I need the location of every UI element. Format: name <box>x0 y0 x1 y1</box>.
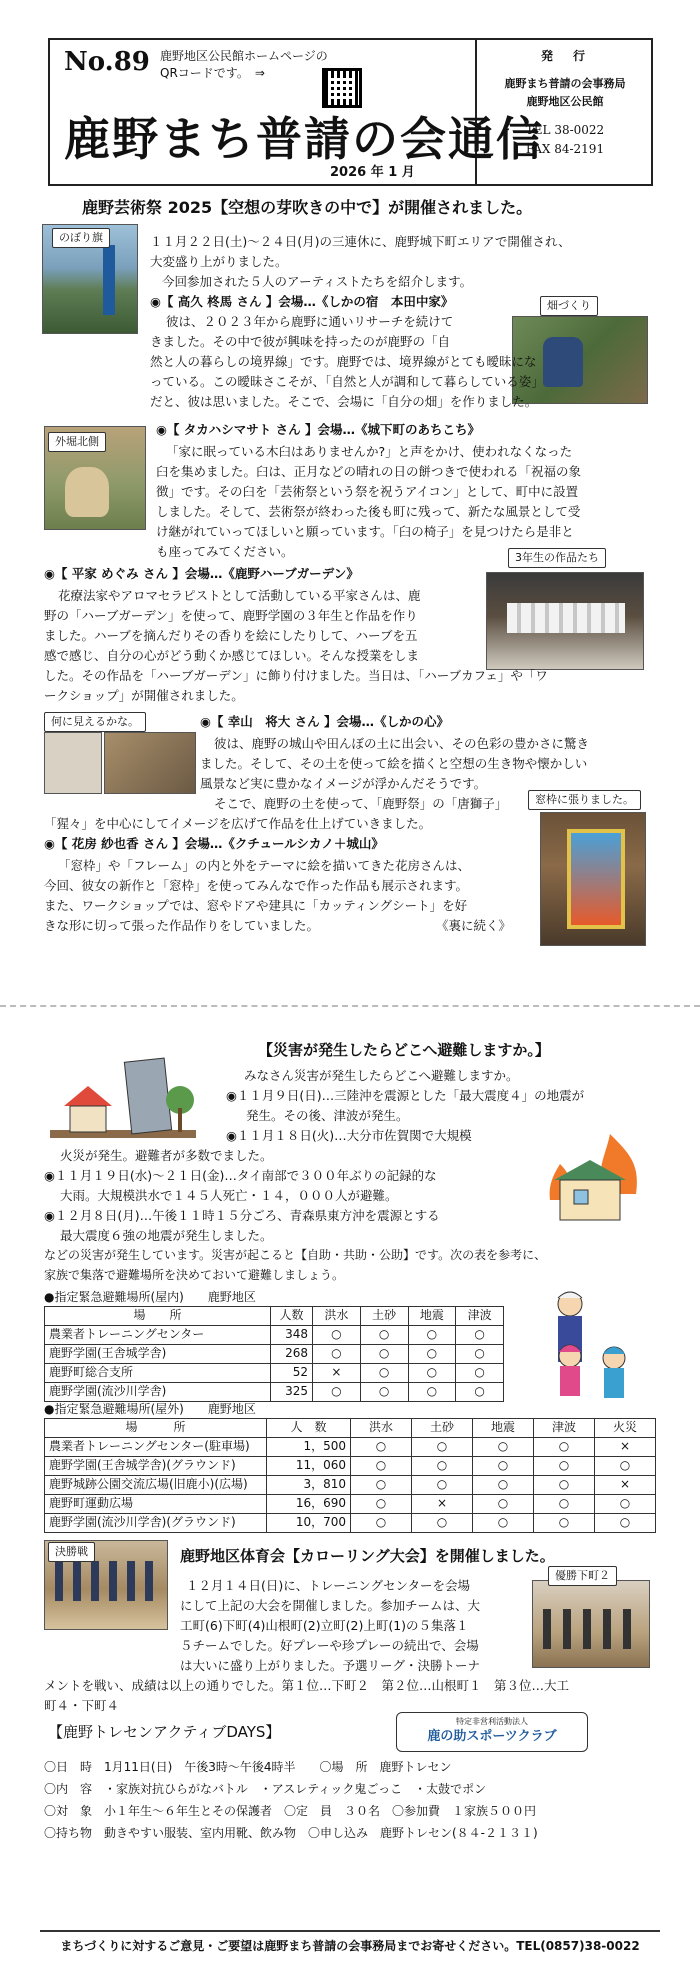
art-line: した。その作品を「ハーブガーデン」に飾り付けました。当日は、「ハーブカフェ」や「ワ <box>44 668 548 683</box>
art-line: きました。その中で彼が興味を持ったのが鹿野の「自 <box>150 334 451 349</box>
table-row <box>45 1383 504 1402</box>
artist-heading: ◉【 タカハシマサト さん 】会場…《城下町のあちこち》 <box>156 422 480 437</box>
art-line: 「家に眠っている木臼はありませんか?」と声をかけ、使われなくなった <box>166 444 573 459</box>
curling-line: は大いに盛り上がりました。予選リーグ・決勝トーナ <box>180 1658 481 1673</box>
table-cell-location: 鹿野学園(流沙川学舎)(グラウンド) <box>45 1514 267 1533</box>
table-cell-status: ○ <box>412 1438 473 1457</box>
table-cell-location: 鹿野学園(王舎城学舎) <box>45 1345 271 1364</box>
table-cell-location: 農業者トレーニングセンター <box>45 1326 271 1345</box>
table-cell-location: 鹿野学園(流沙川学舎) <box>45 1383 271 1402</box>
art-line: 今回参加された５人のアーティストたちを紹介します。 <box>162 274 473 289</box>
table-cell-status: ○ <box>473 1457 534 1476</box>
table-cell-status: ○ <box>534 1457 595 1476</box>
table-row <box>45 1345 504 1364</box>
publisher-fax: FAX 84-2191 <box>525 141 605 156</box>
table2-label: ●指定緊急避難場所(屋外) 鹿野地区 <box>44 1402 256 1416</box>
issue-number: No.89 <box>64 47 150 77</box>
indoor-shelter-table <box>44 1306 504 1402</box>
table-row <box>45 1476 656 1495</box>
footer-rule <box>40 1930 660 1932</box>
art-line: 臼を集めました。臼は、正月などの晴れの日の餅つきで使われる「祝福の象 <box>156 464 582 479</box>
disaster-line: 火災が発生。避難者が多数でました。 <box>60 1148 273 1163</box>
active-line: 〇対 象 小１年生～６年生とその保護者 〇定 員 ３０名 〇参加費 １家族５００円 <box>44 1804 537 1818</box>
table-cell-status: ○ <box>351 1457 412 1476</box>
disaster-line: 大雨。大規模洪水で１４５人死亡・１４，０００人が避難。 <box>60 1188 398 1203</box>
active-line: 〇内 容 ・家族対抗ひらがなバトル ・アスレティック鬼ごっこ ・太鼓でポン <box>44 1782 487 1796</box>
curling-line: にして上記の大会を開催しました。参加チームは、大 <box>180 1598 481 1613</box>
players-shape <box>55 1561 155 1601</box>
issue-date: 2026 年 1 月 <box>330 165 415 180</box>
art-line: っている。この曖昧さこそが、「自然と人が調和して暮らしている姿」 <box>150 374 544 389</box>
col-header: 場 所 <box>45 1307 271 1326</box>
newsletter-logo: 鹿野まち普請の会通信 <box>64 112 544 166</box>
table-cell-location: 鹿野町総合支所 <box>45 1364 271 1383</box>
artist-heading: ◉【 高久 柊馬 さん 】会場…《しかの宿 本田中家》 <box>150 294 454 309</box>
qr-note: 鹿野地区公民館ホームページの QRコードです。 ⇒ <box>160 49 328 80</box>
col-header: 津波 <box>456 1307 504 1326</box>
table-cell-status: ○ <box>473 1514 534 1533</box>
art-line: ました。そして、その土を使って絵を描くと空想の生き物や懐かしい <box>200 756 588 771</box>
publisher-org: 鹿野まち普請の会事務局 <box>504 77 626 91</box>
table-cell-status: ○ <box>456 1326 504 1345</box>
art-line: そこで、鹿野の土を使って、「鹿野祭」の「唐獅子」 <box>214 796 508 811</box>
curling-title: 鹿野地区体育会【カローリング大会】を開催しました。 <box>180 1547 555 1565</box>
qr-code-icon[interactable] <box>322 68 362 108</box>
table-cell-status: × <box>412 1495 473 1514</box>
disaster-line: ◉１１月１８日(火)…大分市佐賀関で大規模 <box>226 1128 472 1143</box>
col-header: 人数 <box>271 1307 313 1326</box>
artist-heading: ◉【 幸山 将大 さん 】会場…《しかの心》 <box>200 714 449 729</box>
col-header: 洪水 <box>351 1419 412 1438</box>
art-line: 「猩々」を中心にしてイメージを広げて作品を仕上げていきました。 <box>44 816 432 831</box>
fire-illustration <box>540 1124 650 1228</box>
banner-shape <box>103 245 115 315</box>
photo-tag-final: 決勝戦 <box>48 1542 95 1562</box>
table-cell-status: ○ <box>456 1364 504 1383</box>
table-cell-status: ○ <box>408 1383 456 1402</box>
family-illustration <box>530 1286 650 1402</box>
art-line: 花療法家やアロマセラピストとして活動している平家さんは、鹿 <box>58 588 421 603</box>
col-header: 地震 <box>473 1419 534 1438</box>
masthead <box>48 38 653 186</box>
table-cell-status: ○ <box>351 1495 412 1514</box>
table-cell-status: ○ <box>351 1514 412 1533</box>
table-cell-capacity: 268 <box>271 1345 313 1364</box>
table-row <box>45 1364 504 1383</box>
table-row <box>45 1326 504 1345</box>
art-line: ました。ハーブを摘んだりその香りを絵にしたりして、ハーブを五 <box>44 628 418 643</box>
table-cell-status: ○ <box>351 1476 412 1495</box>
art-line: 「窓枠」や「フレーム」の内と外をテーマに絵を描いてきた花房さんは、 <box>58 858 471 873</box>
table-cell-status: ○ <box>534 1476 595 1495</box>
col-header: 人 数 <box>267 1419 351 1438</box>
photo-tag-gaiheki: 外堀北側 <box>48 432 106 452</box>
active-line: 〇日 時 1月11日(日) 午後3時～午後4時半 〇場 所 鹿野トレセン <box>44 1760 452 1774</box>
continued-note: 《裏に続く》 <box>436 918 512 933</box>
table-cell-status: ○ <box>313 1345 361 1364</box>
table-row <box>45 1457 656 1476</box>
table-cell-status: ○ <box>412 1457 473 1476</box>
col-header: 洪水 <box>313 1307 361 1326</box>
art-line: 彼は、２０２３年から鹿野に通いリサーチを続けて <box>166 314 454 329</box>
art-line: 今回、彼女の新作と「窓枠」を使ってみんなで作った作品も展示されます。 <box>44 878 469 893</box>
table-cell-capacity: 3，810 <box>267 1476 351 1495</box>
table-cell-capacity: 52 <box>271 1364 313 1383</box>
art-line: ークショップ」が開催されました。 <box>44 688 244 703</box>
sakuhin-photo <box>486 572 644 670</box>
table-cell-location: 鹿野城跡公園交流広場(旧鹿小)(広場) <box>45 1476 267 1495</box>
club-badge-small: 特定非営利活動法人 <box>456 1717 528 1726</box>
col-header: 土砂 <box>412 1419 473 1438</box>
artist-heading: ◉【 花房 紗也香 さん 】会場…《クチュールシカノ＋城山》 <box>44 836 384 851</box>
disaster-line: ◉１２月８日(月)…午後１１時１５分ごろ、青森県東方沖を震源とする <box>44 1208 440 1223</box>
table-cell-status: ○ <box>534 1438 595 1457</box>
art-festival-title: 鹿野芸術祭 2025【空想の芽吹きの中で】が開催されました。 <box>82 198 533 217</box>
painting-photo-1 <box>44 732 102 794</box>
curling-line: 工町(6)下町(4)山根町(2)立町(2)上町(1)の５集落１ <box>180 1618 469 1633</box>
table-cell-location: 農業者トレーニングセンター(駐車場) <box>45 1438 267 1457</box>
art-line: け継がれていってほしいと願っています。「臼の椅子」を見つけたら是非と <box>156 524 574 539</box>
table-cell-capacity: 1，500 <box>267 1438 351 1457</box>
photo-tag-sakuhin: 3年生の作品たち <box>508 548 606 568</box>
table-cell-status: ○ <box>408 1345 456 1364</box>
table-cell-capacity: 10，700 <box>267 1514 351 1533</box>
artworks-shape <box>507 603 625 633</box>
table-cell-status: × <box>595 1438 656 1457</box>
table-header-row <box>45 1307 504 1326</box>
table-row <box>45 1438 656 1457</box>
table-header-row <box>45 1419 656 1438</box>
masthead-left <box>50 40 544 184</box>
table-cell-status: ○ <box>412 1514 473 1533</box>
disaster-line: などの災害が発生しています。災害が起こると【自助・共助・公助】です。次の表を参考に、 <box>44 1248 547 1262</box>
team-shape <box>543 1609 639 1649</box>
table-cell-status: ○ <box>360 1345 408 1364</box>
publisher-label: 発 行 <box>540 49 589 63</box>
active-days-title: 【鹿野トレセンアクティブDAYS】 <box>48 1723 281 1741</box>
family-icon <box>530 1286 650 1402</box>
active-line: 〇持ち物 動きやすい服装、室内用靴、飲み物 〇申し込み 鹿野トレセン(８４-２１３１) <box>44 1826 538 1840</box>
col-header: 火災 <box>595 1419 656 1438</box>
curling-line: １２月１４日(日)に、トレーニングセンターを会場 <box>186 1578 471 1593</box>
window-frame-shape <box>567 829 625 929</box>
club-badge-name: 鹿の助スポーツクラブ <box>427 1729 557 1744</box>
painting-photo-2 <box>104 732 196 794</box>
table-cell-status: ○ <box>408 1326 456 1345</box>
table-row <box>45 1495 656 1514</box>
table-cell-location: 鹿野町運動広場 <box>45 1495 267 1514</box>
table-cell-capacity: 11，060 <box>267 1457 351 1476</box>
table-cell-status: ○ <box>351 1438 412 1457</box>
table-cell-status: ○ <box>473 1438 534 1457</box>
table-cell-status: ○ <box>360 1326 408 1345</box>
art-line: も座ってみてください。 <box>156 544 294 559</box>
table-cell-status: ○ <box>360 1383 408 1402</box>
disaster-line: 家族で集落で避難場所を決めておいて避難しましょう。 <box>44 1268 345 1282</box>
table-cell-status: ○ <box>412 1476 473 1495</box>
photo-tag-nani: 何に見えるかな。 <box>44 712 146 732</box>
table-cell-status: ○ <box>456 1345 504 1364</box>
table-cell-status: ○ <box>456 1383 504 1402</box>
publisher-tel: TEL 38-0022 <box>525 122 605 137</box>
col-header: 津波 <box>534 1419 595 1438</box>
col-header: 地震 <box>408 1307 456 1326</box>
table-cell-status: ○ <box>473 1495 534 1514</box>
disaster-line: ◉１１月９日(日)…三陸沖を震源とした「最大震度４」の地震が <box>226 1088 585 1103</box>
curling-line: メントを戦い、成績は以上の通りでした。第１位…下町２ 第２位…山根町１ 第３位…大工 <box>44 1678 570 1693</box>
photo-tag-hatake: 畑づくり <box>540 296 598 316</box>
table-cell-status: ○ <box>473 1476 534 1495</box>
table-cell-capacity: 348 <box>271 1326 313 1345</box>
table-cell-capacity: 325 <box>271 1383 313 1402</box>
table-cell-status: ○ <box>313 1326 361 1345</box>
disaster-title: 【災害が発生したらどこへ避難しますか。】 <box>258 1041 550 1059</box>
club-badge <box>396 1712 588 1752</box>
art-line: 彼は、鹿野の城山や田んぼの土に出会い、その色彩の豊かさに驚き <box>214 736 590 751</box>
table-cell-status: ○ <box>595 1457 656 1476</box>
table-cell-status: × <box>313 1364 361 1383</box>
footer-note: まちづくりに対するご意見・ご要望は鹿野まち普請の会事務局までお寄せください。TEL(0857)38-0022 <box>60 1939 640 1953</box>
col-header: 場 所 <box>45 1419 267 1438</box>
publisher-box <box>479 40 651 184</box>
photo-tag-winner: 優勝下町２ <box>548 1566 617 1586</box>
disaster-line: 最大震度６強の地震が発生しました。 <box>60 1228 273 1243</box>
photo-tag-madowaku: 窓枠に張りました。 <box>528 790 641 810</box>
art-line: 野の「ハーブガーデン」を使って、鹿野学園の３年生と作品を作り <box>44 608 418 623</box>
art-line: きな形に切って張った作品作りをしていました。 <box>44 918 320 933</box>
table-cell-status: ○ <box>360 1364 408 1383</box>
art-line: 然と人の暮らしの境界線」です。鹿野では、境界線がとても曖昧にな <box>150 354 537 369</box>
publisher-org2: 鹿野地区公民館 <box>526 94 604 108</box>
earthquake-icon <box>44 1046 200 1146</box>
page-divider <box>0 1005 700 1007</box>
table-cell-status: × <box>595 1476 656 1495</box>
table-cell-status: ○ <box>408 1364 456 1383</box>
artist-heading: ◉【 平家 めぐみ さん 】会場…《鹿野ハーブガーデン》 <box>44 566 359 581</box>
curling-line: ５チームでした。好プレーや珍プレーの続出で、会場 <box>180 1638 479 1653</box>
curling-winner-photo <box>532 1580 650 1668</box>
art-line: １１月２２日(土)～２４日(月)の三連休に、鹿野城下町エリアで開催され、 <box>150 234 571 249</box>
table-row <box>45 1514 656 1533</box>
mortar-shape <box>65 467 109 517</box>
art-line: だと、彼は思いました。そこで、会場に「自分の畑」を作りました。 <box>150 394 538 409</box>
person-shape <box>543 337 583 387</box>
curling-line: 町４・下町４ <box>44 1698 120 1713</box>
art-line: 風景など実に豊かなイメージが浮かんだそうです。 <box>200 776 487 791</box>
col-header: 土砂 <box>360 1307 408 1326</box>
disaster-line: 発生。その後、津波が発生。 <box>246 1108 409 1123</box>
table-cell-capacity: 16，690 <box>267 1495 351 1514</box>
art-line: 感で感じ、自分の心がどう動くか感じてほしい。そんな授業をしま <box>44 648 420 663</box>
disaster-illustration <box>44 1046 200 1146</box>
disaster-line: みなさん災害が発生したらどこへ避難しますか。 <box>244 1068 519 1083</box>
photo-tag-nobori: のぼり旗 <box>52 228 110 248</box>
art-line: しました。そして、芸術祭が終わった後も町に残って、新たな風景として受 <box>156 504 581 519</box>
art-line: 徴」です。その臼を「芸術祭という祭を祝うアイコン」として、町中に設置 <box>156 484 579 499</box>
table-cell-status: ○ <box>534 1514 595 1533</box>
fire-icon <box>540 1124 650 1228</box>
art-line: また、ワークショップでは、窓やドアや建具に「カッティングシート」を好 <box>44 898 468 913</box>
table-cell-status: ○ <box>313 1383 361 1402</box>
table-cell-status: ○ <box>534 1495 595 1514</box>
table-cell-location: 鹿野学園(王舎城学舎)(グラウンド) <box>45 1457 267 1476</box>
art-line: 大変盛り上がりました。 <box>150 254 288 269</box>
madowaku-photo <box>540 812 646 946</box>
disaster-line: ◉１１月１９日(水)～２１日(金)…タイ南部で３００年ぶりの記録的な <box>44 1168 437 1183</box>
table-cell-status: ○ <box>595 1514 656 1533</box>
outdoor-shelter-table <box>44 1418 656 1533</box>
table-cell-status: ○ <box>595 1495 656 1514</box>
table1-label: ●指定緊急避難場所(屋内) 鹿野地区 <box>44 1290 256 1304</box>
